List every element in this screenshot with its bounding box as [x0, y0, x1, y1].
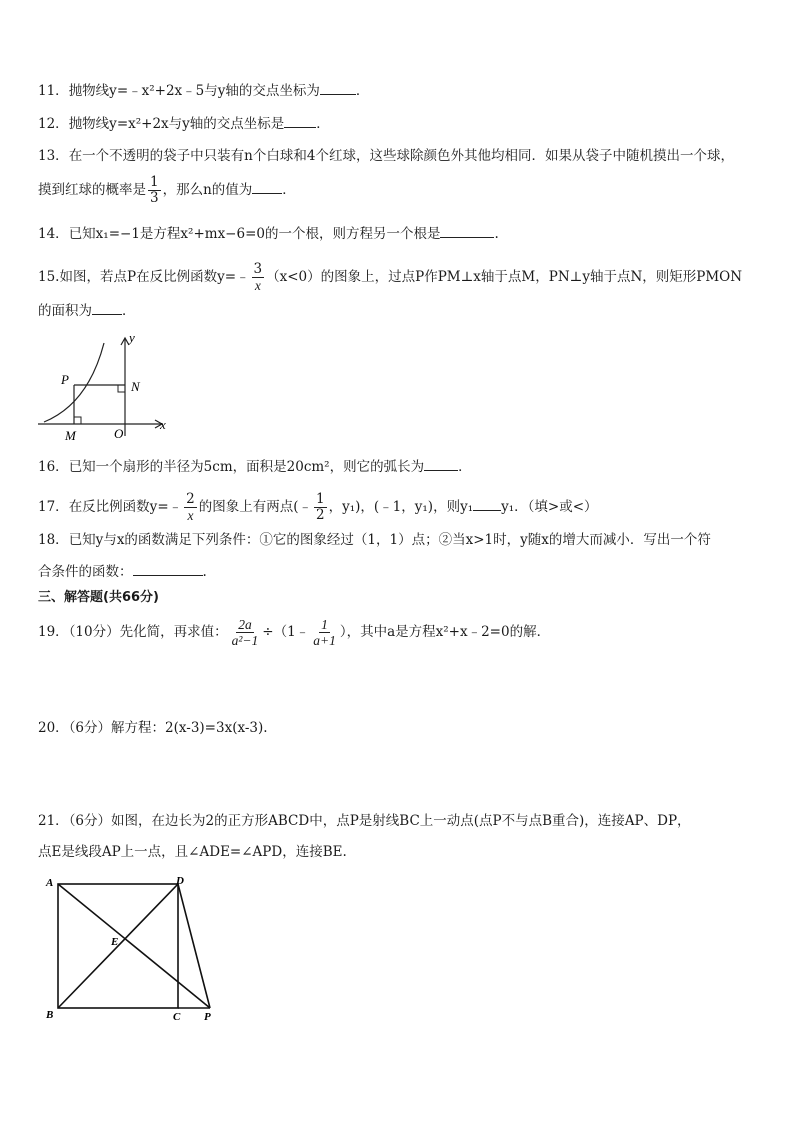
fraction: $\frac{2a}{\text{a²−1}}$ — [231, 617, 259, 648]
question-15-line2: 的面积为 ． — [38, 300, 136, 321]
figure-21-square — [40, 872, 225, 1024]
q14-number: 14． — [38, 226, 69, 242]
q11-number: 11． — [38, 83, 69, 99]
label-P: P — [204, 1011, 211, 1023]
q12-text: 抛物线y=x²+2x与y轴的交点坐标是 — [68, 116, 285, 132]
label-P: P — [61, 372, 69, 387]
question-18-line2: 合条件的函数： . — [38, 561, 207, 582]
fraction: $\frac{1}{2}$ — [316, 491, 325, 523]
q13-text-line1: 在一个不透明的袋子中只装有n个白球和4个红球，这些球除颜色外其他均相同．如果从袋子中随机摸出一个球， — [68, 148, 734, 164]
question-18-line1: 18．已知y与x的函数满足下列条件：①它的图象经过（1，1）点；②当x>1时，y随x的增大而减小．写出一个符 — [38, 532, 711, 548]
label-D: D — [176, 875, 184, 887]
label-C: C — [173, 1011, 181, 1023]
fraction: $\frac{3}{x}$ — [253, 261, 263, 293]
q20-number: 20． — [38, 720, 69, 736]
label-O: O — [114, 426, 124, 441]
right-angle-mark-N — [118, 385, 125, 392]
q12-number: 12． — [38, 116, 69, 132]
segment-AP — [58, 884, 210, 1008]
q20-text: （6分）解方程：2(x-3)=3x(x-3). — [68, 720, 268, 736]
question-20 — [38, 718, 268, 738]
figure-15-graph — [36, 328, 176, 443]
label-M: M — [65, 428, 76, 443]
q11-text: 抛物线y=﹣x²+2x﹣5与y轴的交点坐标为 — [68, 83, 320, 99]
answer-blank[interactable] — [284, 113, 316, 128]
question-12: 12．抛物线y=x²+2x与y轴的交点坐标是 ． — [38, 113, 330, 134]
right-angle-mark-M — [74, 417, 81, 424]
question-11: 11．抛物线y=﹣x²+2x﹣5与y轴的交点坐标为 ． — [38, 80, 369, 101]
fraction: $\frac{2}{x}$ — [186, 491, 195, 523]
q15-number: 15. — [38, 269, 60, 285]
label-B: B — [46, 1009, 54, 1021]
question-19: 19．（10分）先化简，再求值： $\frac{2a}{\text{a²−1}}$ ÷（1﹣ $\frac{1}{a+1}$ ），其中a是方程x²+x﹣2=0的解． — [38, 617, 551, 648]
label-x: x — [160, 417, 166, 432]
section-heading: 三、解答题(共66分) — [38, 590, 159, 605]
q16-number: 16． — [38, 459, 69, 475]
q13-number: 13． — [38, 148, 69, 164]
question-13-line2: 摸到红球的概率是 $\frac{1}{3}$ ，那么n的值为 ． — [38, 174, 296, 206]
q17-number: 17． — [38, 499, 69, 515]
q16-text: 已知一个扇形的半径为5cm，面积是20cm²，则它的弧长为 — [68, 459, 425, 475]
answer-blank[interactable] — [133, 561, 203, 576]
answer-blank[interactable] — [473, 496, 501, 511]
fraction: $\frac{1}{3}$ — [150, 174, 159, 206]
label-E: E — [111, 936, 119, 948]
question-17: 17．在反比例函数y=﹣ $\frac{2}{x}$ 的图象上有两点(﹣ $\frac{1}{2}$ ，y₁)，(﹣1，y₁)，则y₁ y₁．（填>或<） — [38, 491, 598, 523]
question-13-line1 — [38, 146, 734, 166]
question-21-line1: 21．（6分）如图，在边长为2的正方形ABCD中，点P是射线BC上一动点(点P不与点B重合)，连接AP、DP， — [38, 813, 691, 829]
question-16: 16．已知一个扇形的半径为5cm，面积是20cm²，则它的弧长为 ． — [38, 456, 472, 477]
q19-number: 19． — [38, 624, 69, 640]
answer-blank[interactable] — [320, 80, 356, 95]
answer-blank[interactable] — [440, 223, 494, 238]
segment-DP — [178, 884, 210, 1008]
answer-blank[interactable] — [252, 179, 282, 194]
q21-number: 21． — [38, 813, 69, 829]
q18-number: 18． — [38, 532, 69, 548]
answer-blank[interactable] — [424, 456, 458, 471]
fraction: $\frac{1}{a+1}$ — [313, 617, 336, 648]
answer-blank[interactable] — [92, 300, 122, 315]
label-A: A — [46, 877, 54, 889]
label-y: y — [129, 330, 135, 345]
q14-text: 已知x₁=−1是方程x²+mx−6=0的一个根，则方程另一个根是 — [68, 226, 441, 242]
label-N: N — [131, 379, 140, 394]
question-15-line1: 15.如图，若点P在反比例函数y=﹣ $\frac{3}{x}$ （x<0）的图象上，过点P作PM⊥x轴于点M，PN⊥y轴于点N，则矩形PMON — [38, 261, 743, 293]
question-14: 14．已知x₁=−1是方程x²+mx−6=0的一个根，则方程另一个根是 . — [38, 223, 499, 244]
question-21-line2: 点E是线段AP上一点，且∠ADE=∠APD，连接BE. — [38, 844, 347, 860]
